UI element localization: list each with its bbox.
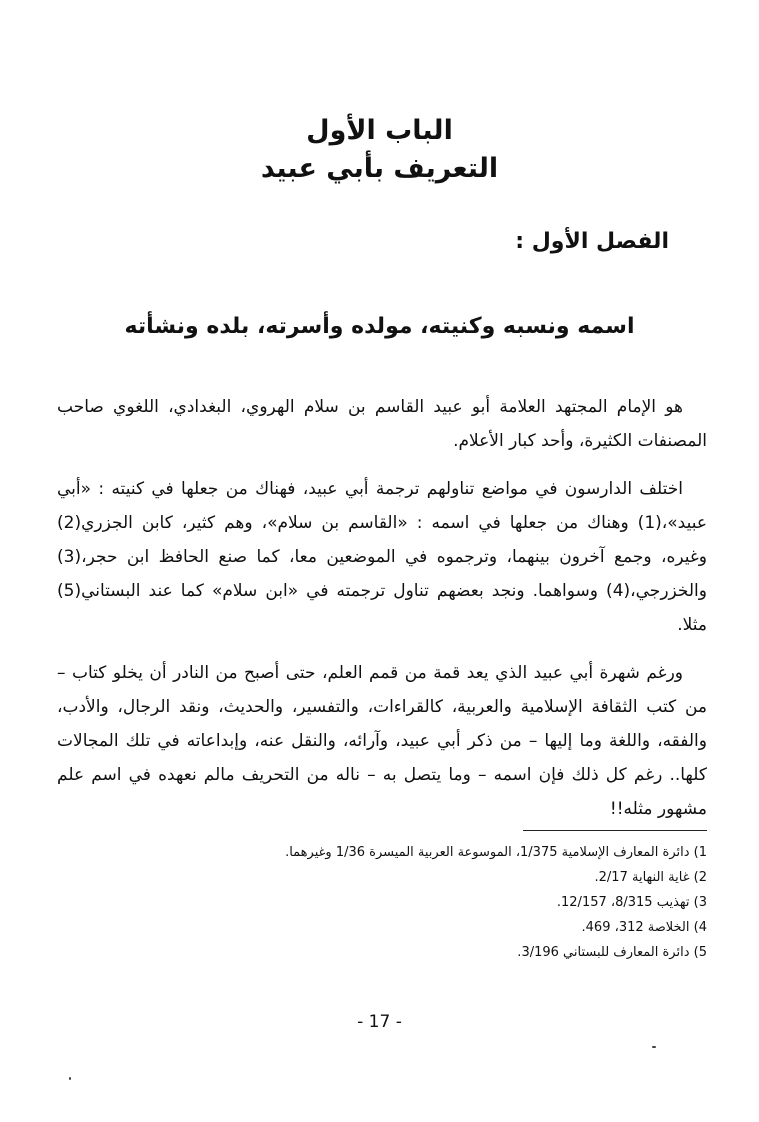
topic-heading: اسمه ونسبه وكنيته، مولده وأسرته، بلده ونشأته xyxy=(124,314,635,339)
footnotes xyxy=(57,840,707,965)
paragraph: هو الإمام المجتهد العلامة أبو عبيد القاسم بن سلام الهروي، البغدادي، اللغوي صاحب المصنفات الكثيرة، وأحد كبار الأعلام. xyxy=(57,397,707,451)
footnote: 3) تهذيب 8/315، 12/157. xyxy=(556,895,707,910)
scan-speck xyxy=(652,1046,656,1048)
footnote: 4) الخلاصة 312، 469. xyxy=(581,920,707,935)
page-number: - 17 - xyxy=(357,1012,402,1032)
paragraph: ورغم شهرة أبي عبيد الذي يعد قمة من قمم العلم، حتى أصبح من النادر أن يخلو كتاب – من كتب الثقافة الإسلامية والعربية، كالقراءات، والتفسير، والحديث، ونقد الرجال، والأدب، والفقه، واللغة وما إليها – من ذكر أبي عبيد، وآرائه، والنقل عنه، وإبداعاته في تلك المجالات كلها.. رغم كل ذلك فإن اسمه – وما يتصل به – ناله من التحريف مالم نعهده في اسم علم مشهور مثله!! xyxy=(57,663,707,819)
section-heading: الفصل الأول : xyxy=(515,229,669,254)
paragraph: اختلف الدارسون في مواضع تناولهم ترجمة أبي عبيد، فهناك من جعلها في كنيته : «أبي عبيد»،(1) وهناك من جعلها في اسمه : «القاسم بن سلام»، وهم كثير، كابن الجزري(2) وغيره، وجمع آخرون بينهما، وترجموه في الموضعين معا، كما صنع الحافظ ابن حجر،(3) والخزرجي،(4) وسواهما. ونجد بعضهم تناول ترجمته في «ابن سلام» كما عند البستاني(5) مثلا. xyxy=(57,479,707,635)
body-text xyxy=(57,390,707,840)
footnote: 2) غاية النهاية 2/17. xyxy=(594,870,707,885)
chapter-subtitle: التعريف بأبي عبيد xyxy=(260,153,499,184)
chapter-title: الباب الأول xyxy=(306,115,453,146)
scan-speck xyxy=(69,1077,71,1080)
footnote: 5) دائرة المعارف للبستاني 3/196. xyxy=(517,945,707,960)
footnote: 1) دائرة المعارف الإسلامية 1/375، الموسوعة العربية الميسرة 1/36 وغيرهما. xyxy=(285,845,707,860)
footnote-divider xyxy=(523,830,707,831)
